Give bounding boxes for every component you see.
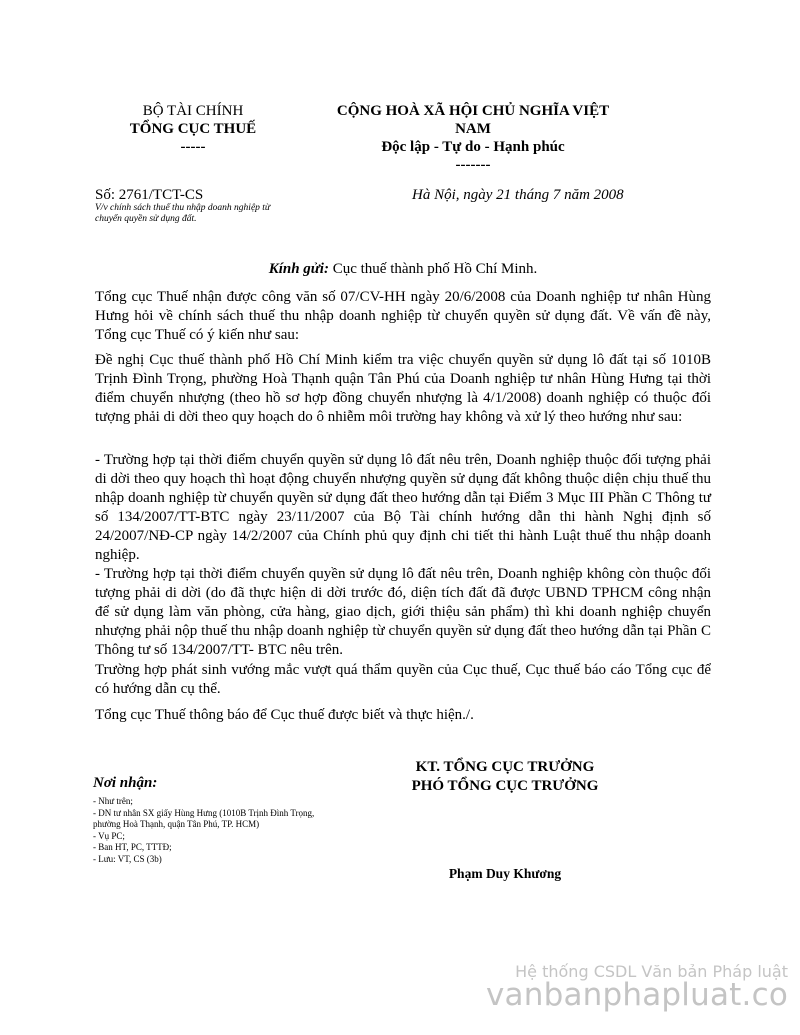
header-right-divider: ------- [455,157,491,173]
watermark-caption: Hệ thống CSDL Văn bản Pháp luật [515,962,788,981]
national-motto-block [318,102,628,174]
signature-title-line2: PHÓ TỔNG CỤC TRƯỞNG [411,778,599,794]
recipient-item: - Lưu: VT, CS (3b) [93,853,162,864]
body-paragraph: Tổng cục Thuế thông báo để Cục thuế được biết và thực hiện./. [95,707,474,723]
signer-name: Phạm Duy Khương [448,866,562,881]
document-subject [95,203,335,225]
salutation [95,261,711,278]
document-subject-line2: chuyển quyền sử dụng đất. [95,214,197,224]
recipient-item: - DN tư nhân SX giấy Hùng Hưng (1010B Trịnh Đình Trọng, [93,807,315,818]
country-name-line1: CỘNG HOÀ XÃ HỘI CHỦ NGHĨA VIỆT [336,103,610,119]
recipients-heading: Nơi nhận: [93,775,158,791]
department-name: TỔNG CỤC THUẾ [129,121,257,137]
recipient-item: phường Hoà Thạnh, quận Tân Phú, TP. HCM) [93,819,260,829]
issuing-agency-block [88,102,298,156]
recipient-item: - Như trên; [93,796,133,806]
body-paragraph: - Trường hợp tại thời điểm chuyển quyền sử dụng lô đất nêu trên, Doanh nghiệp thuộc đối tượng phải di dời theo quy hoạch thì hoạt động chuyển nhượng quyền sử dụng đất không thuộc diện chịu thuế thu nhập doanh nghiệp từ chuyển quyền sử dụng đất theo hướng dẫn tại Điểm 3 Mục III Phần C Thông tư số 134/2007/TT-BTC ngày 23/11/2007 của Bộ Tài chính hướng dẫn thi hành Nghị định số 24/2007/NĐ-CP ngày 14/2/2007 của Chính phủ quy định chi tiết thi hành Luật thuế thu nhập doanh nghiệp. [95,452,711,563]
salutation-recipient: Cục thuế thành phố Hồ Chí Minh. [332,261,538,277]
document-date: Hà Nội, ngày 21 tháng 7 năm 2008 [412,187,624,203]
body-paragraph: Tổng cục Thuế nhận được công văn số 07/CV-HH ngày 20/6/2008 của Doanh nghiệp tư nhân Hùng Hưng hỏi về chính sách thuế thu nhập doanh nghiệp từ chuyển quyền sử dụng đất. Về vấn đề này, Tổng cục Thuế có ý kiến như sau: [95,289,711,343]
recipients-list [93,796,393,865]
recipient-item: - Vụ PC; [93,830,125,841]
national-motto: Độc lập - Tự do - Hạnh phúc [381,139,565,155]
watermark-site: vanbanphapluat.co [486,977,788,1013]
salutation-label: Kính gửi: [268,261,329,277]
signature-title [380,758,630,796]
country-name-line2: NAM [455,121,491,137]
body-paragraph: Đề nghị Cục thuế thành phố Hồ Chí Minh kiểm tra việc chuyển quyền sử dụng lô đất tại số 1010B Trịnh Đình Trọng, phường Hoà Thạnh quận Tân Phú của Doanh nghiệp tư nhân Hùng Hưng tại thời điểm chuyển nhượng (theo hồ sơ hợp đồng chuyển nhượng là 4/1/2008) doanh nghiệp có thuộc đối tượng phải di dời theo quy hoạch do ô nhiễm môi trường hay không và xử lý theo hướng như sau: [95,352,711,425]
document-number: Số: 2761/TCT-CS [95,187,204,203]
document-subject-line1: V/v chính sách thuế thu nhập doanh nghiệp từ [95,203,271,213]
body-paragraph: - Trường hợp tại thời điểm chuyển quyền sử dụng lô đất nêu trên, Doanh nghiệp không còn thuộc đối tượng phải di dời (do đã thực hiện di dời trước đó, diện tích đất đã được UBND TPHCM công nhận để sử dụng làm văn phòng, cửa hàng, giao dịch, giới thiệu sản phẩm) thì khi doanh nghiệp chuyển nhượng phải nộp thuế thu nhập doanh nghiệp từ chuyển quyền sử dụng đất theo hướng dẫn tại Phần C Thông tư số 134/2007/TT- BTC nêu trên. [95,566,711,658]
body-paragraph: Trường hợp phát sinh vướng mắc vượt quá thẩm quyền của Cục thuế, Cục thuế báo cáo Tổng cục để có hướng dẫn cụ thể. [95,662,711,697]
header-left-divider: ----- [180,139,206,155]
signature-title-line1: KT. TỔNG CỤC TRƯỞNG [415,759,595,775]
ministry-name: BỘ TÀI CHÍNH [142,103,244,119]
recipient-item: - Ban HT, PC, TTTĐ; [93,842,172,852]
